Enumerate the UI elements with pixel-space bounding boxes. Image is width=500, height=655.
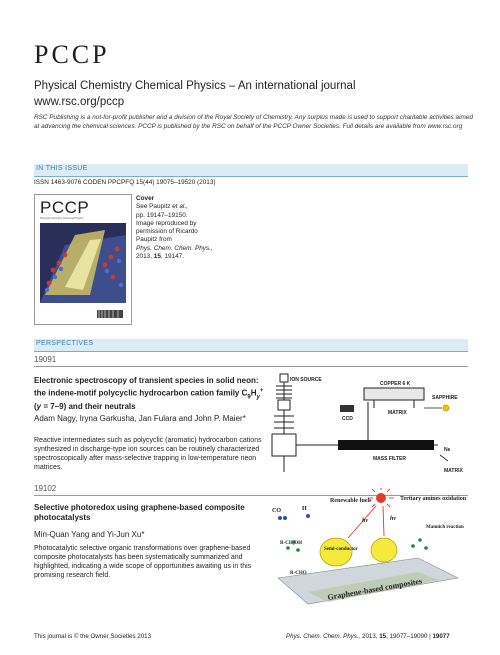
label-sapphire: SAPPHIRE (432, 395, 458, 401)
cover-label: Cover (136, 195, 155, 202)
article-page-number: 19091 (34, 355, 57, 364)
article-title[interactable]: Selective photoredox using graphene-based composite photocatalysts (34, 503, 245, 522)
label-rch2oh: R-CH₂OH (280, 541, 303, 546)
label-mannich: Mannich reaction (426, 525, 464, 530)
label-ne: Ne (444, 447, 451, 453)
cover-image-title: PCCP (40, 198, 90, 217)
article-abstract: Reactive intermediates such as polycyclic (aromatic) hydrocarbon cations synthesized in discharge-type ion sources can be routinely characterized spectroscopically after mass-selective trapping in low-temperature neon matrices. (34, 437, 262, 471)
perspectives-heading: PERSPECTIVES (36, 340, 94, 347)
cover-year: 2013, (136, 253, 154, 261)
footer-volume: 15 (379, 633, 387, 640)
footer-pages: , 19077–19090 | (386, 633, 433, 640)
formula-c: C (241, 388, 248, 398)
cover-page: , 19147. (160, 253, 184, 261)
ion-source-apparatus-graphic (268, 372, 470, 476)
label-tertiary-amines: Tertiary amines oxidation (400, 496, 467, 502)
label-copper: COPPER 6 K (380, 381, 411, 387)
cover-pages: pp. 19147–19150. (136, 211, 188, 219)
in-this-issue-bar (34, 164, 468, 177)
cover-etal: et al., (172, 203, 188, 211)
journal-url[interactable]: www.rsc.org/pccp (34, 96, 125, 108)
footer-copyright: This journal is © the Owner Societies 2013 (34, 633, 152, 640)
article-authors: Min-Quan Yang and Yi-Jun Xu* (34, 530, 145, 539)
formula-sub-y: y (256, 394, 260, 401)
label-co2: CO (272, 508, 281, 514)
label-graphene-composites: Graphene-based composites (326, 576, 423, 602)
article-title[interactable]: Electronic spectroscopy of transient species in solid neon: the indene-motif polycyclic hydrocarbon cation family $C_9H_y^+$ (y = 7–9) and their neutrals (34, 376, 264, 412)
journal-name: Physical Chemistry Chemical Physics – An international journal (34, 80, 356, 92)
footer-journal: Phys. Chem. Chem. Phys., (286, 633, 361, 640)
label-h2o: H (302, 506, 307, 512)
article-divider (34, 366, 468, 367)
graphene-photocatalysis-graphic (268, 488, 470, 608)
label-ion-source: ION SOURCE (290, 377, 322, 383)
issn-line: ISSN 1463-9076 CODEN PPCPFQ 15(44) 19075–19520 (2013) (34, 179, 216, 186)
cover-volume: 15 (153, 253, 161, 261)
in-this-issue-heading: IN THIS ISSUE (36, 165, 88, 172)
label-hv-1: hν (362, 518, 368, 524)
formula-h: H (250, 388, 257, 398)
cover-artwork (35, 195, 131, 324)
article-page-number: 19102 (34, 484, 57, 493)
cover-journal: Phys. Chem. Chem. Phys., (136, 244, 213, 252)
cover-caption (136, 195, 216, 261)
label-matrix-bottom: MATRIX (444, 468, 463, 474)
label-hv-2: hν (390, 516, 396, 522)
label-renewable-fuels: Renewable fuels (330, 498, 372, 504)
article-authors: Adam Nagy, Iryna Garkusha, Jan Fulara and John P. Maier* (34, 414, 246, 423)
footer-page-number: 19077 (432, 633, 450, 640)
cover-image (34, 194, 132, 325)
label-rcho: R-CHO (290, 571, 307, 576)
cover-image-subtitle: Physical Chemistry Chemical Physics (40, 217, 84, 220)
cover-permission: Image reproduced by permission of Ricardo Paupitz from (136, 219, 198, 244)
label-semiconductor: Semi-conductor (324, 547, 358, 552)
label-mass-filter: MASS FILTER (373, 456, 406, 462)
cover-text: See Paupitz (136, 203, 173, 211)
perspectives-bar (34, 339, 468, 352)
formula-sub-9: 9 (247, 394, 251, 401)
label-matrix-top: MATRIX (388, 410, 407, 416)
label-ccd: CCD (342, 416, 353, 422)
footer-year: 2013, (360, 633, 380, 640)
footer-citation (286, 633, 450, 640)
journal-logo: PCCP (34, 40, 110, 69)
article-abstract: Photocatalytic selective organic transformations over graphene-based composite photocatalysts has been systematically summarized and highlighted, indicating a wide scope of opportunities awaiting us in this promising research field. (34, 545, 252, 579)
publisher-blurb: RSC Publishing is a not-for-profit publisher and a division of the Royal Society of Chemistry. Any surplus made is used to support charitable activities aimed at advancing the chemical sciences. PCCP is published by the RSC on behalf of the PCCP Owner Societies. Full details are available from www.rsc.org (34, 114, 473, 130)
